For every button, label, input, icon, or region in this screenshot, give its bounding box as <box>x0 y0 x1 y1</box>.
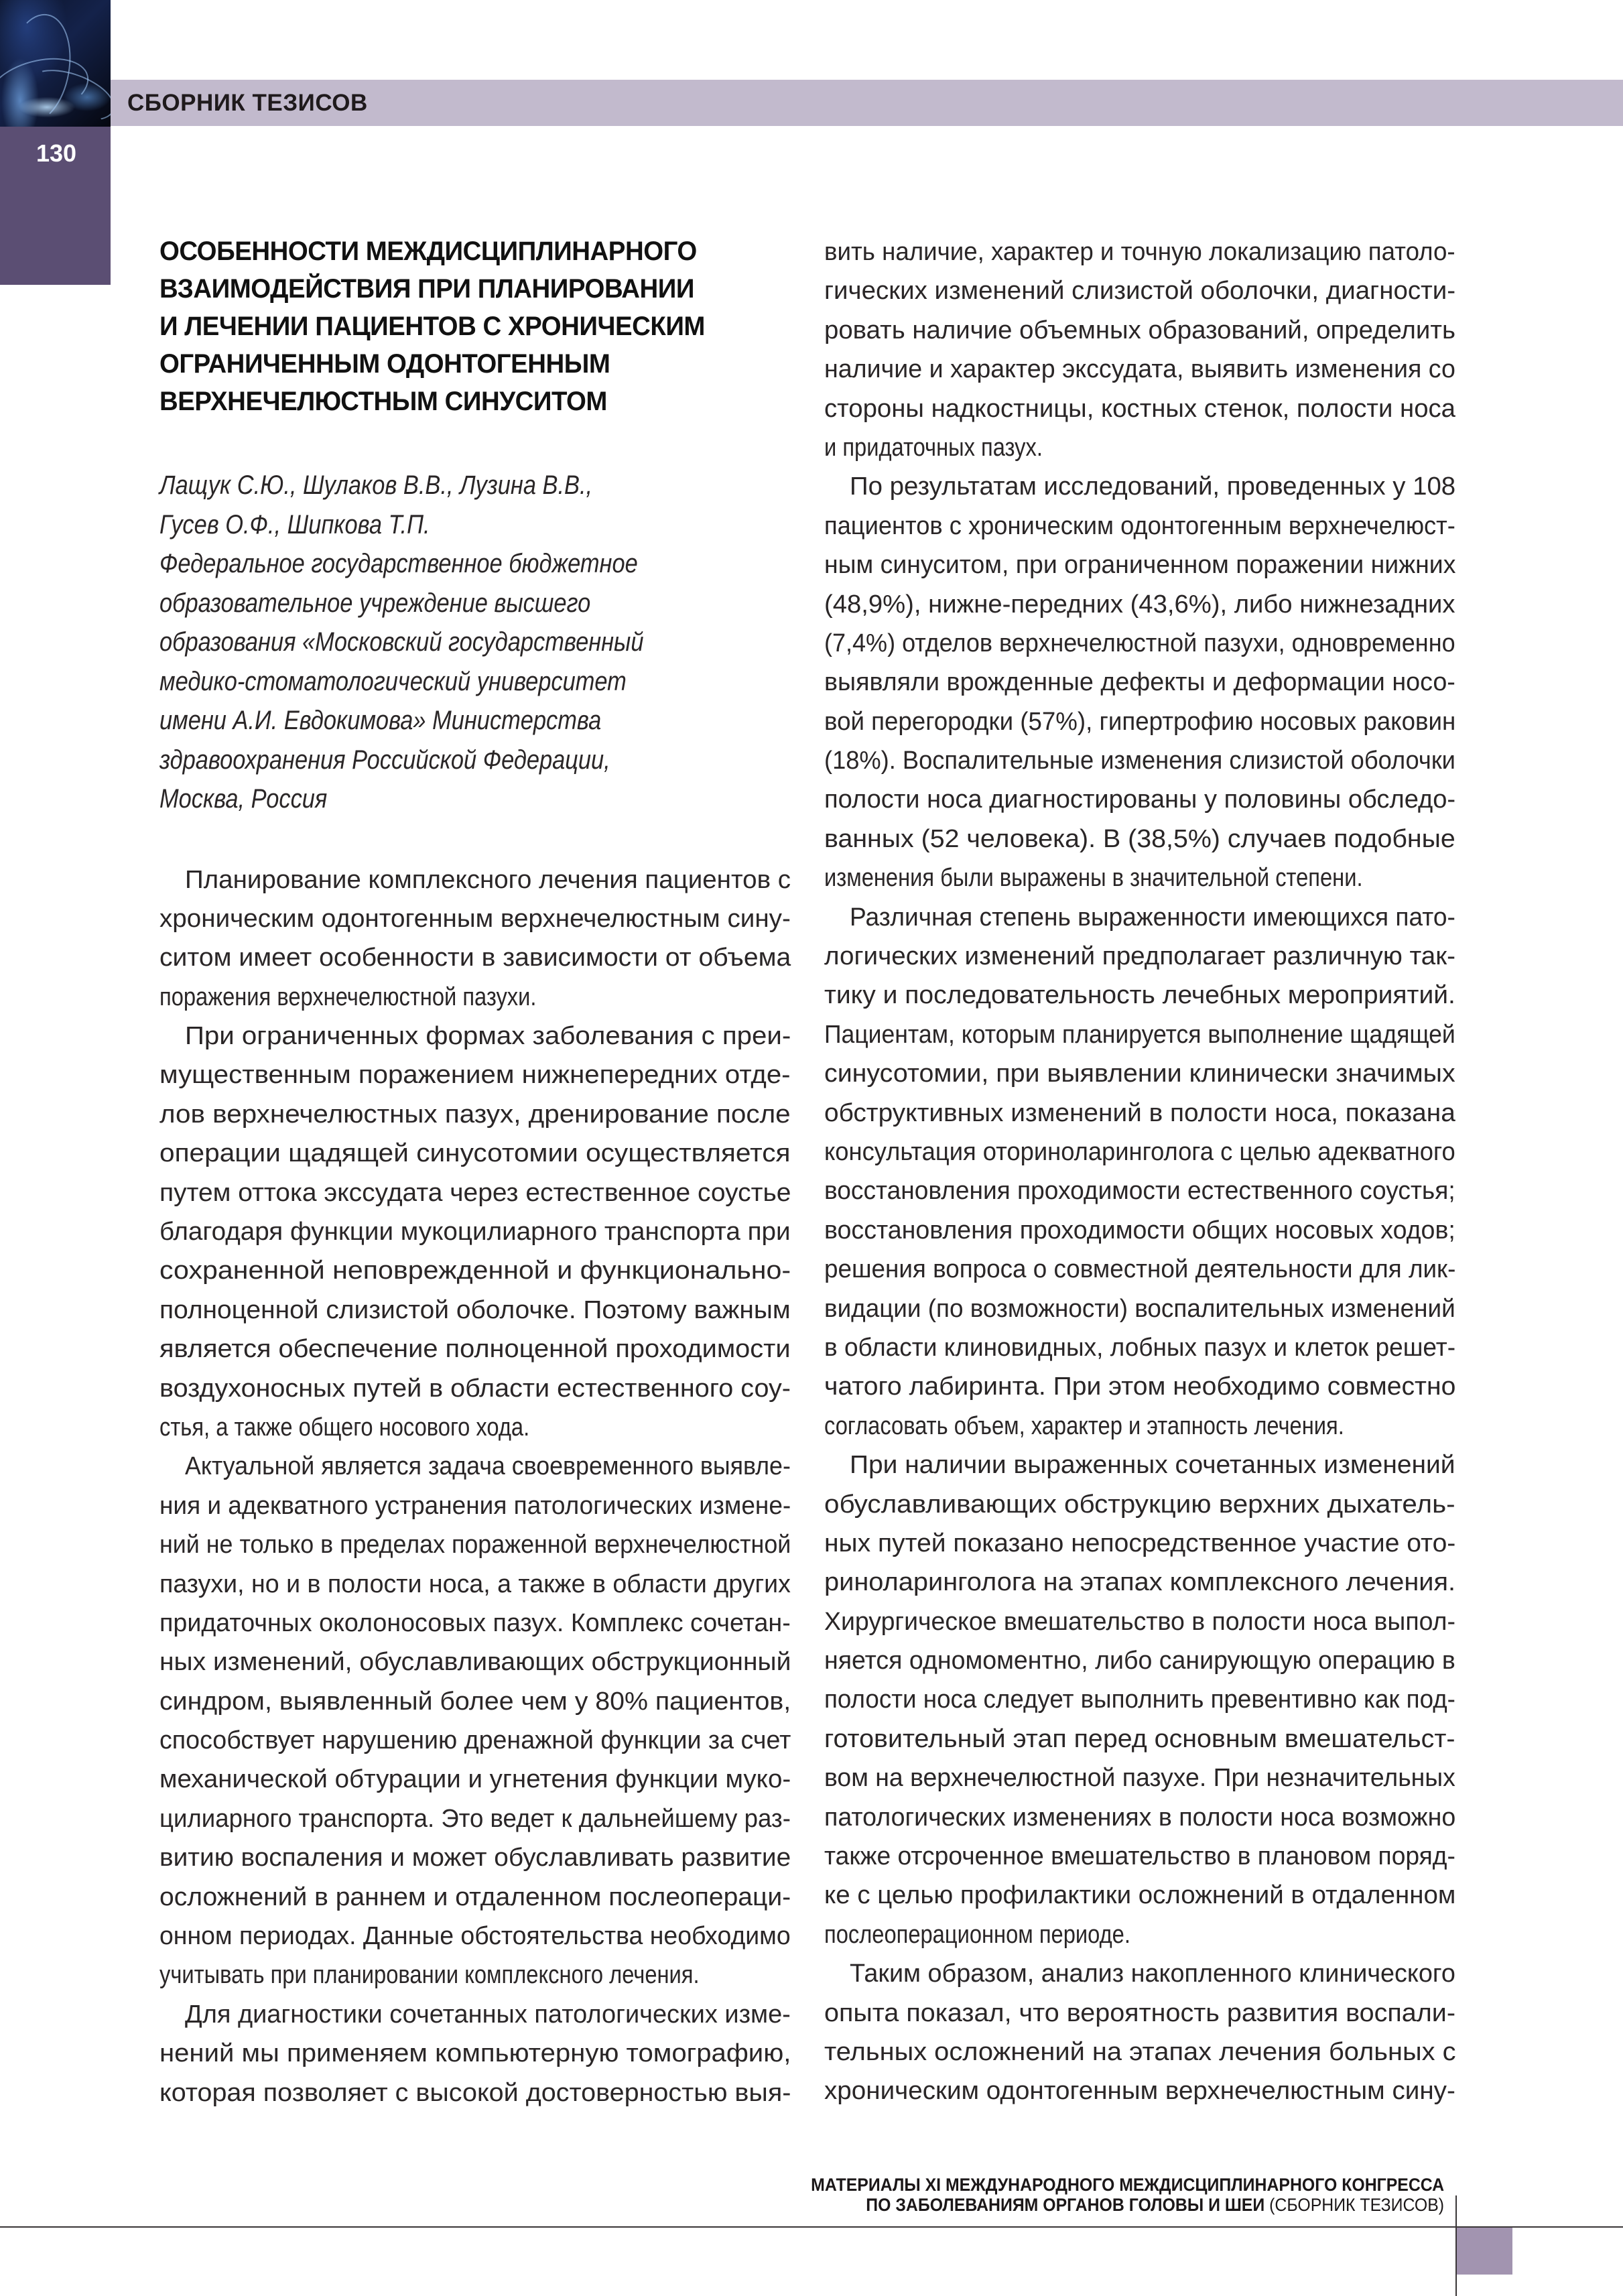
text-line: учитывать при планировании комплексного лечения. <box>159 1961 700 1990</box>
text-line: тику и последовательность лечебных мероприятий. <box>824 981 1455 1010</box>
text-line: выявляли врожденные дефекты и деформации носо- <box>824 668 1455 697</box>
cover-decoration-image <box>0 0 111 127</box>
footer-divider <box>0 2226 1623 2228</box>
right-column <box>824 233 1455 2111</box>
paragraph-first-line: Актуальной является задача своевременного выявле- <box>185 1452 791 1481</box>
footer-conference-title <box>756 2175 1444 2215</box>
text-line: полости носа следует выполнить превентивно как под- <box>824 1685 1455 1714</box>
text-line: ванных (52 человека). В (38,5%) случаев подобные <box>824 824 1455 853</box>
text-line: полноценной слизистой оболочке. Поэтому важным <box>159 1295 791 1324</box>
text-line: полости носа диагностированы у половины обследо- <box>824 785 1456 814</box>
footer-line-2-light: (СБОРНИК ТЕЗИСОВ) <box>1269 2195 1444 2215</box>
affiliation-line: здравоохранения Российской Федерации, <box>159 745 610 775</box>
title-line: ВЕРХНЕЧЕЛЮСТНЫМ СИНУСИТОМ <box>159 387 607 416</box>
authors-line: Лащук С.Ю., Шулаков В.В., Лузина В.В., <box>159 470 593 500</box>
text-line: логических изменений предполагает различную так- <box>824 942 1456 971</box>
text-line: Пациентам, которым планируется выполнение щадящей <box>824 1020 1455 1049</box>
text-line: благодаря функции мукоцилиарного транспорта при <box>159 1218 791 1247</box>
text-line: ке с целью профилактики осложнений в отдаленном <box>824 1881 1456 1910</box>
text-line: изменения были выражены в значительной степени. <box>824 864 1363 893</box>
text-line: также отсроченное вмешательство в плановом поряд- <box>824 1842 1455 1871</box>
text-line: вить наличие, характер и точную локализацию патоло- <box>824 238 1455 266</box>
article-title <box>159 233 803 420</box>
text-line: цилиарного транспорта. Это ведет к дальнейшему раз- <box>159 1804 791 1833</box>
text-line: в области клиновидных, лобных пазух и клеток решет- <box>824 1333 1456 1362</box>
text-line: ровать наличие объемных образований, определить <box>824 316 1455 344</box>
text-line: гических изменений слизистой оболочки, диагности- <box>824 277 1456 306</box>
title-line: ВЗАИМОДЕЙСТВИЯ ПРИ ПЛАНИРОВАНИИ <box>159 274 695 304</box>
text-line: витию воспаления и может обуславливать развитие <box>159 1844 791 1872</box>
text-line: механической обтурации и угнетения функции муко- <box>159 1765 791 1794</box>
text-line: способствует нарушению дренажной функции за счет <box>159 1726 791 1755</box>
title-line: ОГРАНИЧЕННЫМ ОДОНТОГЕННЫМ <box>159 349 610 379</box>
paragraph-first-line: Таким образом, анализ накопленного клинического <box>850 1960 1455 1988</box>
title-line: И ЛЕЧЕНИИ ПАЦИЕНТОВ С ХРОНИЧЕСКИМ <box>159 312 705 341</box>
text-line: вом на верхнечелюстной пазухе. При незначительных <box>824 1764 1455 1793</box>
page-number: 130 <box>36 139 77 167</box>
text-line: тельных осложнений на этапах лечения больных с <box>824 2037 1456 2066</box>
text-line: поражения верхнечелюстной пазухи. <box>159 982 537 1011</box>
body-text-left <box>159 860 791 2113</box>
text-line: сохраненной неповрежденной и функционально- <box>159 1257 791 1285</box>
text-line: ным синуситом, при ограниченном поражении нижних <box>824 551 1456 580</box>
text-line: обструктивных изменений в полости носа, показана <box>824 1098 1455 1127</box>
text-line: вой перегородки (57%), гипертрофию носовых раковин <box>824 707 1456 736</box>
section-title: СБОРНИК ТЕЗИСОВ <box>127 90 368 116</box>
text-line: мущественным поражением нижнепередних отде- <box>159 1061 791 1090</box>
text-line: восстановления проходимости естественного соустья; <box>824 1177 1455 1206</box>
text-line: путем оттока экссудата через естественное соустье <box>159 1178 791 1207</box>
text-line: чатого лабиринта. При этом необходимо совместно <box>824 1373 1456 1401</box>
text-line: послеоперационном периоде. <box>824 1920 1130 1949</box>
text-line: операции щадящей синусотомии осуществляется <box>159 1139 791 1168</box>
text-line: онном периодах. Данные обстоятельства необходимо <box>159 1922 791 1951</box>
text-line: ситом имеет особенности в зависимости от объема <box>159 944 791 972</box>
text-line: наличие и характер экссудата, выявить изменения со <box>824 355 1455 384</box>
text-line: няется одномоментно, либо санирующую операцию в <box>824 1647 1455 1675</box>
text-line: (18%). Воспалительные изменения слизистой оболочки <box>824 747 1455 775</box>
paragraph-first-line: Различная степень выраженности имеющихся пато- <box>850 903 1455 932</box>
text-line: ных путей показано непосредственное участие ото- <box>824 1529 1456 1557</box>
location-line: Москва, Россия <box>159 784 328 814</box>
text-line: хроническим одонтогенным верхнечелюстным сину- <box>824 2077 1455 2106</box>
text-line: нений мы применяем компьютерную томографию, <box>159 2039 791 2068</box>
text-line: ных изменений, обуславливающих обструкционный <box>159 1648 791 1677</box>
text-line: пазухи, но и в полости носа, а также в области других <box>159 1570 791 1598</box>
footer-line-1: МАТЕРИАЛЫ XI МЕЖДУНАРОДНОГО МЕЖДИСЦИПЛИНАРНОГО КОНГРЕССА <box>811 2175 1444 2195</box>
footer-accent-square <box>1457 2228 1512 2275</box>
text-line: хроническим одонтогенным верхнечелюстным сину- <box>159 904 791 933</box>
affiliation-line: образовательное учреждение высшего <box>159 588 591 618</box>
text-line: решения вопроса о совместной деятельности для лик- <box>824 1255 1456 1284</box>
text-line: стья, а также общего носового хода. <box>159 1413 530 1442</box>
text-line: является обеспечение полноценной проходимости <box>159 1335 791 1364</box>
text-line: стороны надкостницы, костных стенок, полости носа <box>824 394 1455 423</box>
text-line: синдром, выявленный более чем у 80% пациентов, <box>159 1687 791 1716</box>
paragraph-first-line: При наличии выраженных сочетанных изменений <box>850 1451 1455 1480</box>
text-line: синусотомии, при выявлении клинически значимых <box>824 1060 1455 1088</box>
affiliation-line: образования «Московский государственный <box>159 627 644 657</box>
text-line: патологических изменениях в полости носа возможно <box>824 1803 1456 1832</box>
text-line: (48,9%), нижне-передних (43,6%), либо нижнезадних <box>824 590 1455 619</box>
paragraph-first-line: При ограниченных формах заболевания с преи- <box>185 1022 791 1051</box>
left-column <box>159 233 791 2112</box>
affiliation-line: Федеральное государственное бюджетное <box>159 549 638 578</box>
text-line: пациентов с хроническим одонтогенным верхнечелюст- <box>824 511 1455 540</box>
title-line: ОСОБЕННОСТИ МЕЖДИСЦИПЛИНАРНОГО <box>159 237 697 266</box>
text-line: ния и адекватного устранения патологических измене- <box>159 1491 791 1520</box>
authors-affiliation <box>159 466 793 819</box>
text-line: согласовать объем, характер и этапность лечения. <box>824 1411 1344 1440</box>
text-line: Хирургическое вмешательство в полости носа выпол- <box>824 1607 1455 1636</box>
text-line: риноларинголога на этапах комплексного лечения. <box>824 1568 1456 1597</box>
text-line: придаточных околоносовых пазух. Комплекс сочетан- <box>159 1608 791 1637</box>
body-text-right <box>824 233 1455 2111</box>
text-line: осложнений в раннем и отдаленном послеопераци- <box>159 1883 791 1911</box>
text-line: и придаточных пазух. <box>824 433 1043 462</box>
text-line: готовительный этап перед основным вмешательст- <box>824 1724 1455 1753</box>
affiliation-line: медико-стоматологический университет <box>159 666 627 696</box>
paragraph-first-line: Планирование комплексного лечения пациентов с <box>185 865 791 894</box>
text-line: воздухоносных путей в области естественного соу- <box>159 1374 791 1403</box>
text-line: которая позволяет с высокой достоверностью выя- <box>159 2078 791 2107</box>
text-line: консультация оториноларинголога с целью адекватного <box>824 1137 1455 1166</box>
text-line: обуславливающих обструкцию верхних дыхатель- <box>824 1490 1455 1519</box>
paragraph-first-line: По результатам исследований, проведенных у 108 <box>850 472 1456 501</box>
text-line: ний не только в пределах пораженной верхнечелюстной <box>159 1531 791 1559</box>
text-line: восстановления проходимости общих носовых ходов; <box>824 1216 1455 1245</box>
text-line: опыта показал, что вероятность развития воспали- <box>824 1998 1456 2027</box>
text-line: лов верхнечелюстных пазух, дренирование после <box>159 1100 791 1129</box>
text-line: (7,4%) отделов верхнечелюстной пазухи, одновременно <box>824 629 1455 657</box>
paragraph-first-line: Для диагностики сочетанных патологических изме- <box>185 2000 791 2029</box>
affiliation-line: имени А.И. Евдокимова» Министерства <box>159 706 602 735</box>
footer-line-2-bold: ПО ЗАБОЛЕВАНИЯМ ОРГАНОВ ГОЛОВЫ И ШЕИ <box>866 2195 1265 2215</box>
authors-line: Гусев О.Ф., Шипкова Т.П. <box>159 509 430 539</box>
footer-line-2 <box>811 2195 1444 2215</box>
text-line: видации (по возможности) воспалительных изменений <box>824 1294 1455 1323</box>
